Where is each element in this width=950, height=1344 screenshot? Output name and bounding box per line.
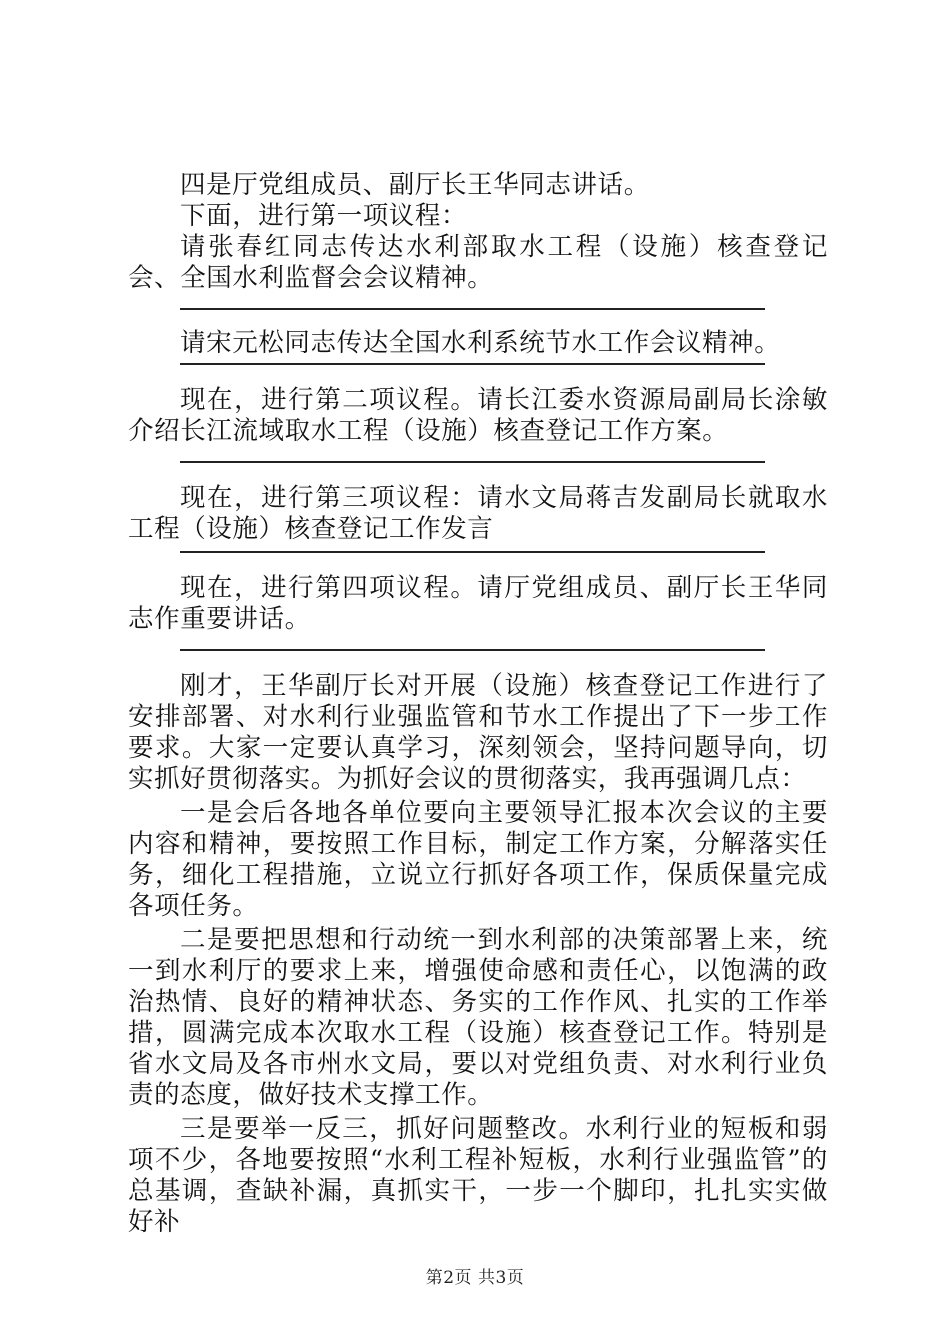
paragraph-agenda1b: 请宋元松同志传达全国水利系统节水工作会议精神。 — [180, 328, 781, 358]
blank-line-divider — [180, 308, 765, 310]
blank-line-divider — [180, 649, 765, 651]
paragraph-agenda1-intro: 下面，进行第一项议程： — [180, 201, 468, 231]
paragraph-point1: 一是会后各地各单位要向主要领导汇报本次会议的主要内容和精神，要按照工作目标，制定工作方案，分解落实任务，细化工程措施，立说立行抓好各项工作，保质保量完成各项任务。 — [128, 798, 828, 921]
paragraph-point2: 二是要把思想和行动统一到水利部的决策部署上来，统一到水利厅的要求上来，增强使命感和责任心，以饱满的政治热情、良好的精神状态、务实的工作作风、扎实的工作举措，圆满完成本次取水工程（设施）核查登记工作。特别是省水文局及各市州水文局，要以对党组负责、对水利行业负责的态度，做好技术支撑工作。 — [128, 925, 828, 1110]
paragraph-agenda2: 现在，进行第二项议程。请长江委水资源局副局长涂敏介绍长江流域取水工程（设施）核查登记工作方案。 — [128, 385, 828, 446]
blank-line-divider — [180, 461, 765, 463]
blank-line-divider — [180, 551, 765, 553]
paragraph-item4: 四是厅党组成员、副厅长王华同志讲话。 — [180, 170, 650, 200]
paragraph-point3: 三是要举一反三，抓好问题整改。水利行业的短板和弱项不少，各地要按照“水利工程补短板，水利行业强监管”的总基调，查缺补漏，真抓实干，一步一个脚印，扎扎实实做好补 — [128, 1114, 828, 1237]
page-number-footer: 第2页 共3页 — [425, 1268, 525, 1288]
document-body — [128, 170, 828, 1238]
blank-line-divider — [180, 363, 765, 365]
paragraph-agenda3: 现在，进行第三项议程：请水文局蒋吉发副局长就取水工程（设施）核查登记工作发言 — [128, 483, 828, 544]
paragraph-agenda1: 请张春红同志传达水利部取水工程（设施）核查登记会、全国水利监督会会议精神。 — [128, 232, 828, 293]
paragraph-agenda4: 现在，进行第四项议程。请厅党组成员、副厅长王华同志作重要讲话。 — [128, 573, 828, 634]
paragraph-summary: 刚才，王华副厅长对开展（设施）核查登记工作进行了安排部署、对水利行业强监管和节水工作提出了下一步工作要求。大家一定要认真学习，深刻领会，坚持问题导向，切实抓好贯彻落实。为抓好会议的贯彻落实，我再强调几点： — [128, 671, 828, 794]
